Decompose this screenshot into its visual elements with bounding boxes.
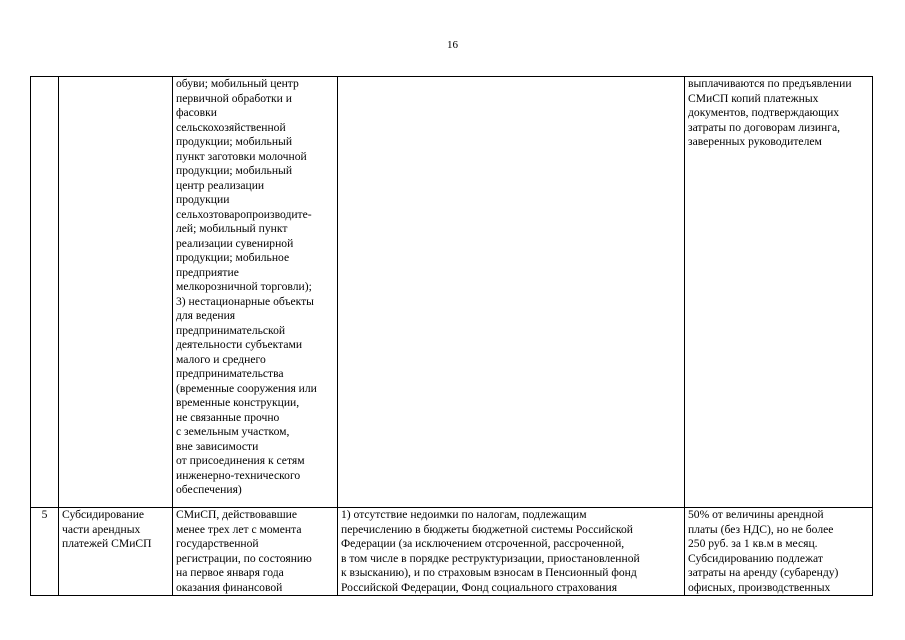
text-line: перечислению в бюджеты бюджетной системы Российской — [341, 522, 633, 536]
text-line: в том числе в порядке реструктуризации, приостановленной — [341, 551, 640, 565]
text-line: части арендных — [62, 522, 141, 536]
text-line: СМиСП копий платежных — [688, 91, 819, 105]
text-line: затраты по договорам лизинга, — [688, 120, 841, 134]
text-line: продукции; мобильный — [176, 164, 293, 177]
text-line: Российской Федерации, Фонд социального страхования — [341, 580, 618, 594]
text-line: реализации сувенирной — [176, 236, 294, 250]
text-line: оказания финансовой — [176, 580, 283, 594]
text-line: сельскохозяйственной — [176, 120, 286, 134]
text-line: обеспечения) — [176, 483, 242, 496]
text-line: сельхозтоваропроизводите- — [176, 207, 312, 221]
text-line: Субсидирование — [62, 508, 145, 521]
text-line: к взысканию), и по страховым взносам в Пенсионный фонд — [341, 566, 637, 579]
page-number: 16 — [447, 39, 458, 51]
text-line: для ведения — [176, 309, 236, 322]
text-line: 50% от величины арендной — [688, 508, 824, 521]
text-line: затраты на аренду (субаренду) — [688, 566, 839, 579]
text-line: менее трех лет с момента — [176, 522, 302, 536]
text-line: мелкорозничной торговли); — [176, 280, 312, 293]
text-line: на первое января года — [176, 566, 284, 579]
row-number-cell — [31, 508, 59, 596]
subsidy-table — [30, 76, 873, 596]
row-number: 5 — [41, 508, 48, 521]
text-line: продукции; мобильное — [176, 251, 290, 264]
text-line: деятельности субъектами — [176, 338, 303, 351]
text-line: продукции; мобильный — [176, 135, 293, 148]
text-line: 250 руб. за 1 кв.м в месяц. — [688, 537, 818, 550]
text-line: офисных, производственных — [688, 580, 831, 594]
text-line: инженерно-технического — [176, 468, 301, 482]
text-line: с земельным участком, — [176, 425, 290, 438]
text-line: 3) нестационарные объекты — [176, 294, 314, 308]
conditions-cell — [338, 508, 685, 596]
text-line: обуви; мобильный центр — [176, 77, 299, 90]
conditions-cell — [338, 77, 685, 508]
text-line: первичной обработки и — [176, 91, 292, 105]
text-line: временные конструкции, — [176, 396, 300, 409]
text-line: центр реализации — [176, 178, 265, 192]
text-line: Субсидированию подлежат — [688, 551, 823, 565]
text-line: документов, подтверждающих — [688, 106, 840, 119]
text-line: выплачиваются по предъявлении — [688, 77, 852, 90]
text-line: продукции — [176, 193, 230, 206]
text-line: регистрации, по состоянию — [176, 551, 312, 565]
text-line: предприятие — [176, 265, 239, 279]
table-row — [31, 77, 873, 508]
text-line: СМиСП, действовавшие — [176, 508, 298, 521]
text-line: малого и среднего — [176, 352, 266, 366]
text-line: лей; мобильный пункт — [176, 222, 288, 235]
text-line: фасовки — [176, 106, 217, 119]
text-line: Федерации (за исключением отсроченной, рассроченной, — [341, 537, 625, 550]
text-line: предпринимательской — [176, 323, 286, 337]
amount-cell — [685, 77, 873, 508]
text-line: (временные сооружения или — [176, 381, 317, 395]
recipients-cell — [173, 508, 338, 596]
row-number-cell — [31, 77, 59, 508]
text-line: вне зависимости — [176, 439, 259, 453]
text-line: предпринимательства — [176, 367, 284, 380]
measure-name-cell — [59, 77, 173, 508]
text-line: пункт заготовки молочной — [176, 149, 307, 163]
text-line: платежей СМиСП — [62, 537, 152, 550]
text-line: 1) отсутствие недоимки по налогам, подлежащим — [341, 508, 587, 521]
text-line: платы (без НДС), но не более — [688, 522, 834, 536]
recipients-cell — [173, 77, 338, 508]
text-line: от присоединения к сетям — [176, 454, 305, 467]
text-line: не связанные прочно — [176, 410, 280, 424]
text-line: заверенных руководителем — [688, 135, 822, 148]
text-line: государственной — [176, 537, 259, 550]
table-row — [31, 508, 873, 596]
measure-name-cell — [59, 508, 173, 596]
amount-cell — [685, 508, 873, 596]
